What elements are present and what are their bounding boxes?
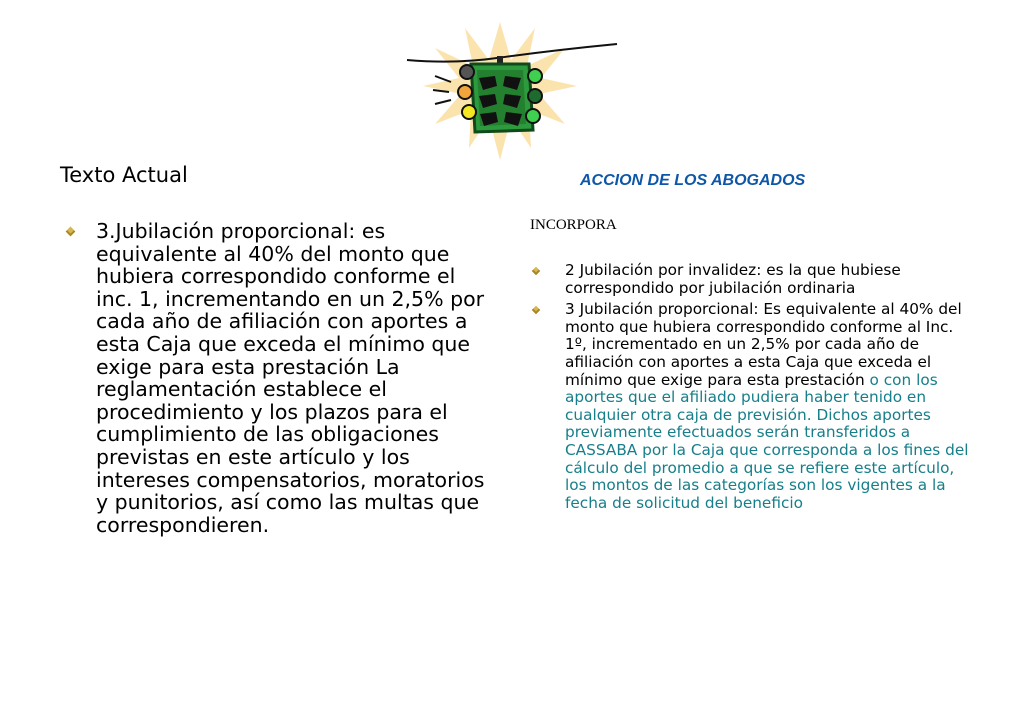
diamond-bullet-icon (532, 306, 540, 314)
diamond-bullet-icon (532, 267, 540, 275)
list-item-text: 3.Jubilación proporcional: es equivalente al 40% del monto que hubiera correspondido conforme el inc. 1, incrementando en un 2,5% por cada año de afiliación con aportes a esta Caja que exceda el mínimo que exige para esta prestación La reglamentación establece el procedimiento y los plazos para el cumplimiento de las obligaciones previstas en este artículo y los intereses compensatorios, moratorios y punitorios, así como las multas que correspondieren. (96, 219, 485, 537)
list-item (60, 220, 490, 536)
list-item-text: 3 Jubilación proporcional: Es equivalente al 40% del monto que hubiera correspondido conforme al Inc. 1º, incrementado en un 2,5% por cada año de afiliación con aportes a esta Caja que exceda el mínimo que exige para esta prestación (565, 300, 962, 389)
traffic-light-icon (405, 20, 620, 170)
right-bullet-list (530, 262, 970, 516)
list-item (530, 301, 970, 512)
right-column-subtitle: INCORPORA (530, 217, 617, 233)
list-item-highlight-text: o con los aportes que el afiliado pudiera haber tenido en cualquier otra caja de previsión. Dichos aportes previamente efectuados serán transferidos a CASSABA por la Caja que corresponda a los fines del cálculo del promedio a que se refiere este artículo, los montos de las categorías son los vigentes a la fecha de solicitud del beneficio (565, 370, 969, 512)
list-item-text: 2 Jubilación por invalidez: es la que hubiese correspondido por jubilación ordinaria (565, 261, 901, 297)
left-bullet-list (60, 220, 490, 536)
right-column-title: ACCION DE LOS ABOGADOS (580, 172, 806, 189)
left-column-title: Texto Actual (60, 163, 188, 187)
list-item (530, 262, 970, 297)
diamond-bullet-icon (66, 227, 76, 237)
